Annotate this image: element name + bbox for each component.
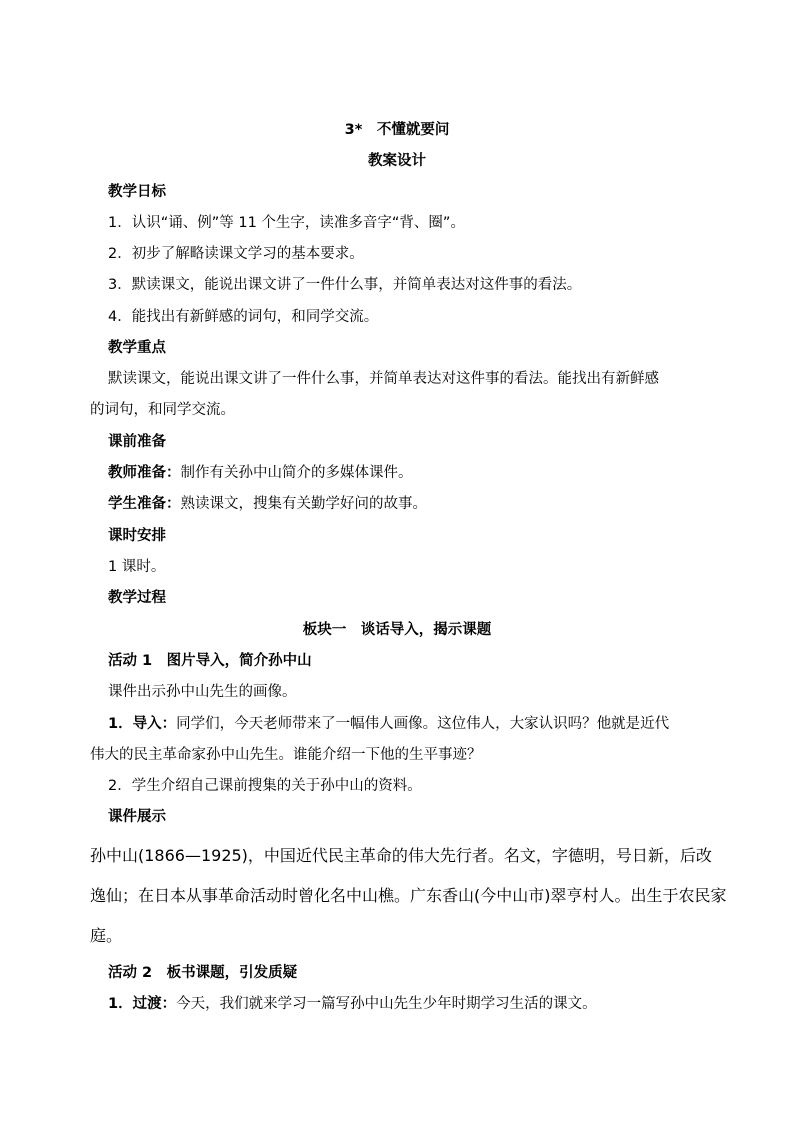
activity-1-title: 活动 1 图片导入，简介孙中山 (108, 653, 312, 669)
item-text: 今天，我们就来学习一篇写孙中山先生少年时期学习生活的课文。 (176, 996, 597, 1012)
display-text-end: 庭。 (90, 926, 123, 945)
schedule-heading: 课时安排 (108, 528, 166, 544)
schedule-text: 1 课时。 (108, 559, 166, 575)
key-points-heading: 教学重点 (108, 340, 166, 356)
prep-heading: 课前准备 (108, 434, 166, 450)
item-label: 1．过渡： (108, 996, 177, 1012)
goal-item: 2．初步了解略读课文学习的基本要求。 (108, 246, 364, 262)
teacher-prep-text: 制作有关孙中山简介的多媒体课件。 (180, 465, 413, 481)
item-label: 1．导入： (108, 716, 177, 732)
key-points-text: 默读课文，能说出课文讲了一件什么事，并简单表达对这件事的看法。能找出有新鲜感 (108, 371, 659, 387)
lesson-title: 3* 不懂就要问 (344, 122, 450, 138)
process-heading: 教学过程 (108, 590, 166, 606)
student-prep (108, 494, 708, 514)
teacher-prep-label: 教师准备： (108, 465, 181, 481)
activity-2-item-1 (108, 994, 708, 1014)
display-text-cont: 逸仙；在日本从事革命活动时曾化名中山樵。广东香山(今中山市)翠亨村人。出生于农民家 (90, 886, 727, 905)
goals-heading: 教学日标 (108, 184, 166, 200)
activity-1-item-1 (108, 714, 708, 734)
goal-item: 4．能找出有新鲜感的词句，和同学交流。 (108, 309, 379, 325)
item-text: 同学们，今天老师带来了一幅伟人画像。这位伟人，大家认识吗？他就是近代 (176, 716, 670, 732)
activity-2-title: 活动 2 板书课题，引发质疑 (108, 965, 298, 981)
teacher-prep (108, 463, 708, 483)
activity-1-item-2: 2．学生介绍自己课前搜集的关于孙中山的资料。 (108, 778, 422, 794)
activity-1-item-1-cont: 伟大的民主革命家孙中山先生。谁能介绍一下他的生平事迹？ (90, 747, 482, 763)
key-points-text-cont: 的词句，和同学交流。 (90, 402, 235, 418)
goal-item: 3．默读课文，能说出课文讲了一件什么事，并简单表达对这件事的看法。 (108, 277, 582, 293)
display-text: 孙中山(1866—1925)，中国近代民主革命的伟大先行者。名文，字德明，号日新，后改 (90, 846, 712, 865)
student-prep-text: 熟读课文，搜集有关勤学好问的故事。 (180, 496, 427, 512)
lesson-subtitle: 教案设计 (368, 153, 426, 169)
goal-item: 1．认识“诵、例”等 11 个生字，读准多音字“背、圈”。 (108, 215, 465, 231)
activity-1-intro: 课件出示孙中山先生的画像。 (108, 684, 297, 700)
display-heading: 课件展示 (108, 809, 166, 825)
student-prep-label: 学生准备： (108, 496, 181, 512)
section-title: 板块一 谈话导入，揭示课题 (302, 622, 492, 638)
